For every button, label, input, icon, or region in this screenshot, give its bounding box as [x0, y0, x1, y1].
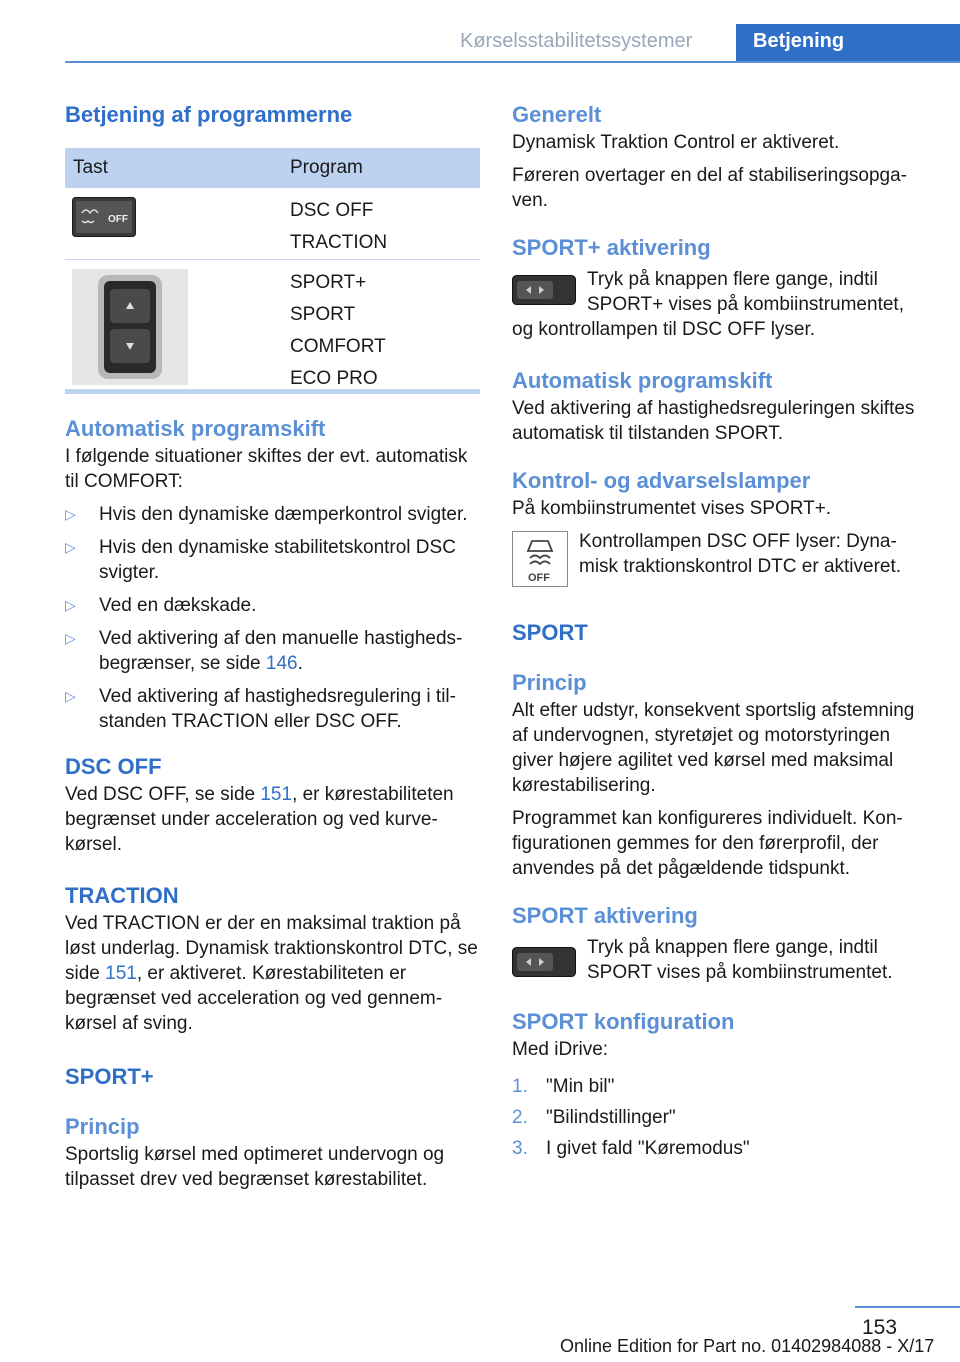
heading-lamps: Kontrol- og advarselslamper [512, 468, 811, 493]
dsc-off-lamp-icon [512, 529, 579, 592]
auto-shift-list [65, 502, 480, 734]
heading-principle: Princip [65, 1114, 140, 1139]
mode-rocker-small-icon [512, 267, 587, 317]
triangle-right-icon: ▷ [65, 506, 76, 522]
sport-p1: Alt efter udstyr, konsekvent sportslig afstemning af undervognen, styretøjet og motorstyringen giver højere agilitet ved kørsel med maksimal kørestabilisering. [512, 700, 915, 796]
right-column [512, 100, 926, 1167]
heading-principle-right: Princip [512, 670, 587, 695]
col-header-tast: Tast [73, 157, 108, 178]
list-item: 2. "Bilindstillinger" [512, 1107, 676, 1128]
sport-activation-row [512, 935, 926, 985]
mode-rocker-icon [65, 260, 283, 389]
sport-plus-activation-cont: og kontrollampen til DSC OFF lyser. [512, 319, 816, 340]
program-sport: SPORT [290, 304, 356, 325]
general-p2: Føreren overtager en del af stabiliseringsopgaven. [512, 165, 907, 211]
page-number-rule [855, 1306, 960, 1308]
list-item: ▷ Ved aktivering af den manuelle hastighedsbegrænser, se side 146. [65, 628, 463, 674]
auto-shift-intro: I følgende situationer skiftes der evt. automatisk til COMFORT: [65, 446, 468, 492]
svg-text:OFF: OFF [108, 214, 128, 225]
program-eco-pro: ECO PRO [290, 368, 378, 389]
page-link[interactable]: 151 [105, 963, 137, 984]
header-tab: Betjening [736, 24, 960, 63]
auto-shift-right-text: Ved aktivering af hastighedsreguleringen skiftes automatisk til tilstanden SPORT. [512, 398, 915, 444]
program-comfort: COMFORT [290, 336, 386, 357]
list-item: 3. I givet fald "Køremodus" [512, 1138, 750, 1159]
table-end-rule [65, 390, 480, 394]
heading-sport: SPORT [512, 620, 588, 645]
page-number: 153 [862, 1316, 898, 1339]
lamps-text: På kombiinstrumentet vises SPORT+. [512, 498, 832, 519]
program-traction: TRACTION [290, 232, 388, 253]
triangle-right-icon: ▷ [65, 597, 76, 613]
heading-dsc-off: DSC OFF [65, 754, 162, 779]
dsc-off-text: Ved DSC OFF, se side 151, er kørestabiliteten begrænset under acceleration og ved kurvekørsel. [65, 784, 454, 855]
sport-plus-text: Sportslig kørsel med optimeret undervogn og tilpasset drev ved begrænset kørestabilitet. [65, 1144, 445, 1190]
program-list-2 [283, 260, 386, 389]
triangle-right-icon: ▷ [65, 630, 76, 646]
sport-activation-text: Tryk på knappen flere gange, indtil SPORT vises på kombiinstrumentet. [587, 937, 893, 983]
general-p1: Dynamisk Traktion Control er aktiveret. [512, 132, 840, 153]
lamp-row [512, 529, 926, 592]
sport-plus-activation-text: Tryk på knappen flere gange, indtil SPORT+ vises på kombiinstrumentet, [587, 269, 904, 315]
triangle-right-icon: ▷ [65, 688, 76, 704]
heading-sport-config: SPORT konfiguration [512, 1009, 735, 1034]
list-item: 1. "Min bil" [512, 1076, 615, 1097]
table-header [65, 148, 480, 188]
heading-traction: TRACTION [65, 883, 179, 908]
edition-footer: Online Edition for Part no. 01402984088 - X/17 [560, 1336, 935, 1356]
section-title: Betjening af programmerne [65, 102, 353, 127]
sport-config-intro: Med iDrive: [512, 1039, 609, 1060]
dsc-off-key-icon [65, 188, 283, 259]
col-header-program: Program [290, 157, 363, 178]
triangle-right-icon: ▷ [65, 539, 76, 555]
off-label: OFF [528, 572, 550, 584]
heading-sport-plus-activation: SPORT+ aktivering [512, 235, 711, 260]
mode-rocker-small-icon [512, 935, 587, 985]
table-row [65, 260, 480, 390]
list-item: ▷ Hvis den dynamiske dæmperkontrol svigter. [65, 504, 468, 525]
sport-config-steps [512, 1074, 926, 1161]
page-link[interactable]: 146 [265, 653, 298, 674]
sport-plus-activation-row [512, 267, 926, 317]
lamp-text: Kontrollampen DSC OFF lyser: Dynamisk traktionskontrol DTC er aktiveret. [579, 531, 902, 577]
heading-auto-shift: Automatisk programskift [65, 416, 326, 441]
header-rule [65, 61, 960, 63]
list-item: ▷ Hvis den dynamiske stabilitetskontrol DSC svigter. [65, 537, 456, 583]
heading-sport-plus: SPORT+ [65, 1064, 154, 1089]
programs-table [65, 148, 480, 394]
traction-text: Ved TRACTION er der en maksimal traktion på løst underlag. Dynamisk traktionskontrol DTC, se side 151, er aktiveret. Kørestabiliteten er begrænset ved acceleration og ved gennemkørsel af sving. [65, 913, 478, 1034]
list-item: ▷ Ved aktivering af hastighedsregulering i tilstanden TRACTION eller DSC OFF. [65, 686, 456, 732]
program-list-1 [283, 188, 387, 259]
heading-sport-activation: SPORT aktivering [512, 903, 698, 928]
program-sport-plus: SPORT+ [290, 272, 367, 293]
heading-auto-shift-right: Automatisk programskift [512, 368, 773, 393]
page-link[interactable]: 151 [260, 784, 293, 805]
header-section: Kørselsstabilitetssystemer [460, 30, 693, 52]
program-dsc-off: DSC OFF [290, 200, 374, 221]
left-column [65, 100, 480, 1192]
sport-p2: Programmet kan konfigureres individuelt. Konfigurationen gemmes for den førerprofil, der anvendes på det pågældende tidspunkt. [512, 808, 903, 879]
list-item: ▷ Ved en dækskade. [65, 595, 257, 616]
table-row [65, 188, 480, 260]
heading-general: Generelt [512, 102, 602, 127]
